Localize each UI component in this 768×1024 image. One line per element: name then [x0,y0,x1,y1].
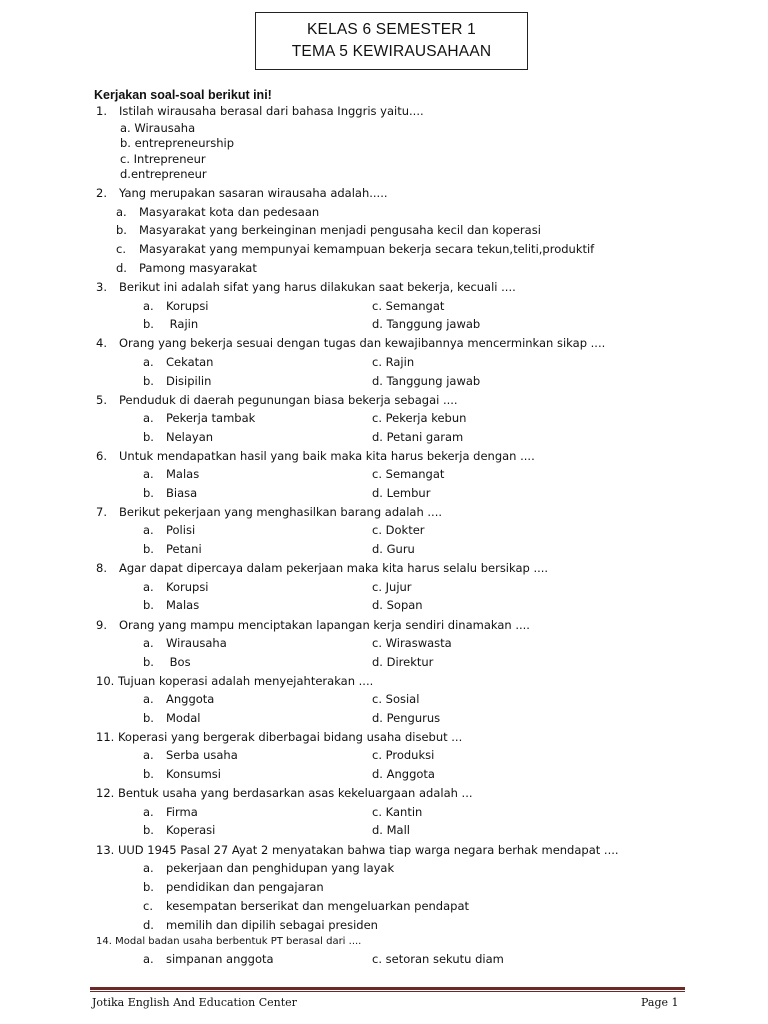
option: b. Biasa [143,486,198,500]
option: b. entrepreneurship [120,136,235,150]
question-4: 4. Orang yang bekerja sesuai dengan tugas dan kewajibannya mencerminkan sikap .... [96,336,606,350]
option: c. Dokter [372,523,425,537]
option: d. Petani garam [372,430,464,444]
option: b. pendidikan dan pengajaran [143,880,324,894]
option: c. Jujur [372,580,412,594]
option: a. Polisi [143,523,196,537]
option: b. Konsumsi [143,767,221,781]
option: d.entrepreneur [120,167,207,181]
question-10: 10. Tujuan koperasi adalah menyejahterakan .... [96,674,374,688]
option: b. Bos [143,655,191,669]
title-line-1: KELAS 6 SEMESTER 1 [307,21,476,38]
option: a. Pekerja tambak [143,411,256,425]
option: b. Koperasi [143,823,216,837]
option: c. Rajin [372,355,415,369]
question-13: 13. UUD 1945 Pasal 27 Ayat 2 menyatakan bahwa tiap warga negara berhak mendapat .... [96,843,619,857]
question-6: 6. Untuk mendapatkan hasil yang baik maka kita harus bekerja dengan .... [96,449,535,463]
option: a. simpanan anggota [143,952,274,966]
footer-page-number: Page 1 [641,996,679,1009]
option: a. pekerjaan dan penghidupan yang layak [143,861,395,875]
instruction: Kerjakan soal-soal berikut ini! [94,88,272,102]
option: b. Nelayan [143,430,214,444]
question-5: 5. Penduduk di daerah pegunungan biasa bekerja sebagai .... [96,393,458,407]
option: d. Pamong masyarakat [116,261,257,275]
question-text: Istilah wirausaha berasal dari bahasa Inggris yaitu.... [119,104,424,118]
question-14: 14. Modal badan usaha berbentuk PT berasal dari .... [96,936,362,947]
option: c. kesempatan berserikat dan mengeluarkan pendapat [143,899,470,913]
option: d. Sopan [372,598,423,612]
option: a. Korupsi [143,299,209,313]
question-7: 7. Berikut pekerjaan yang menghasilkan barang adalah .... [96,505,443,519]
question-9: 9. Orang yang mampu menciptakan lapangan kerja sendiri dinamakan .... [96,618,530,632]
option: c. Kantin [372,805,423,819]
option: c. setoran sekutu diam [372,952,504,966]
question-11: 11. Koperasi yang bergerak diberbagai bidang usaha disebut ... [96,730,463,744]
option: a. Malas [143,467,200,481]
option: d. Tanggung jawab [372,317,481,331]
option: a. Korupsi [143,580,209,594]
option: d. Lembur [372,486,431,500]
option: d. Pengurus [372,711,441,725]
question-text: Yang merupakan sasaran wirausaha adalah..... [119,186,388,200]
option: a. Cekatan [143,355,214,369]
title-box [255,12,528,70]
option: a. Wirausaha [143,636,227,650]
option: c. Semangat [372,467,445,481]
option: a. Anggota [143,692,215,706]
footer-organization: Jotika English And Education Center [92,996,297,1009]
footer-rule-thick [90,987,685,990]
option: c. Intrepreneur [120,152,206,166]
option: c. Pekerja kebun [372,411,467,425]
question-number: 2. [96,186,107,200]
option: a. Wirausaha [120,121,196,135]
option: c. Sosial [372,692,420,706]
option: d. Mall [372,823,410,837]
option: a. Serba usaha [143,748,238,762]
option: d. Tanggung jawab [372,374,481,388]
option: a. Firma [143,805,198,819]
option: c. Produksi [372,748,435,762]
option: b. Disipilin [143,374,212,388]
question-2 [96,186,388,200]
option: b. Rajin [143,317,199,331]
option: d. Guru [372,542,415,556]
option: d. Anggota [372,767,435,781]
option: b. Malas [143,598,200,612]
option: a. Masyarakat kota dan pedesaan [116,205,320,219]
question-12: 12. Bentuk usaha yang berdasarkan asas kekeluargaan adalah ... [96,786,473,800]
question-3: 3. Berikut ini adalah sifat yang harus dilakukan saat bekerja, kecuali .... [96,280,516,294]
option: b. Modal [143,711,201,725]
option: d. Direktur [372,655,434,669]
option: c. Semangat [372,299,445,313]
option: b. Petani [143,542,202,556]
title-line-2: TEMA 5 KEWIRAUSAHAAN [291,43,492,60]
question-number: 1. [96,104,107,118]
footer-rule-thin [90,991,685,992]
option: c. Wiraswasta [372,636,452,650]
option: b. Masyarakat yang berkeinginan menjadi pengusaha kecil dan koperasi [116,223,541,237]
option: d. memilih dan dipilih sebagai presiden [143,918,378,932]
option: c. Masyarakat yang mempunyai kemampuan bekerja secara tekun,teliti,produktif [116,242,595,256]
question-1 [96,104,424,118]
question-8: 8. Agar dapat dipercaya dalam pekerjaan maka kita harus selalu bersikap .... [96,561,549,575]
